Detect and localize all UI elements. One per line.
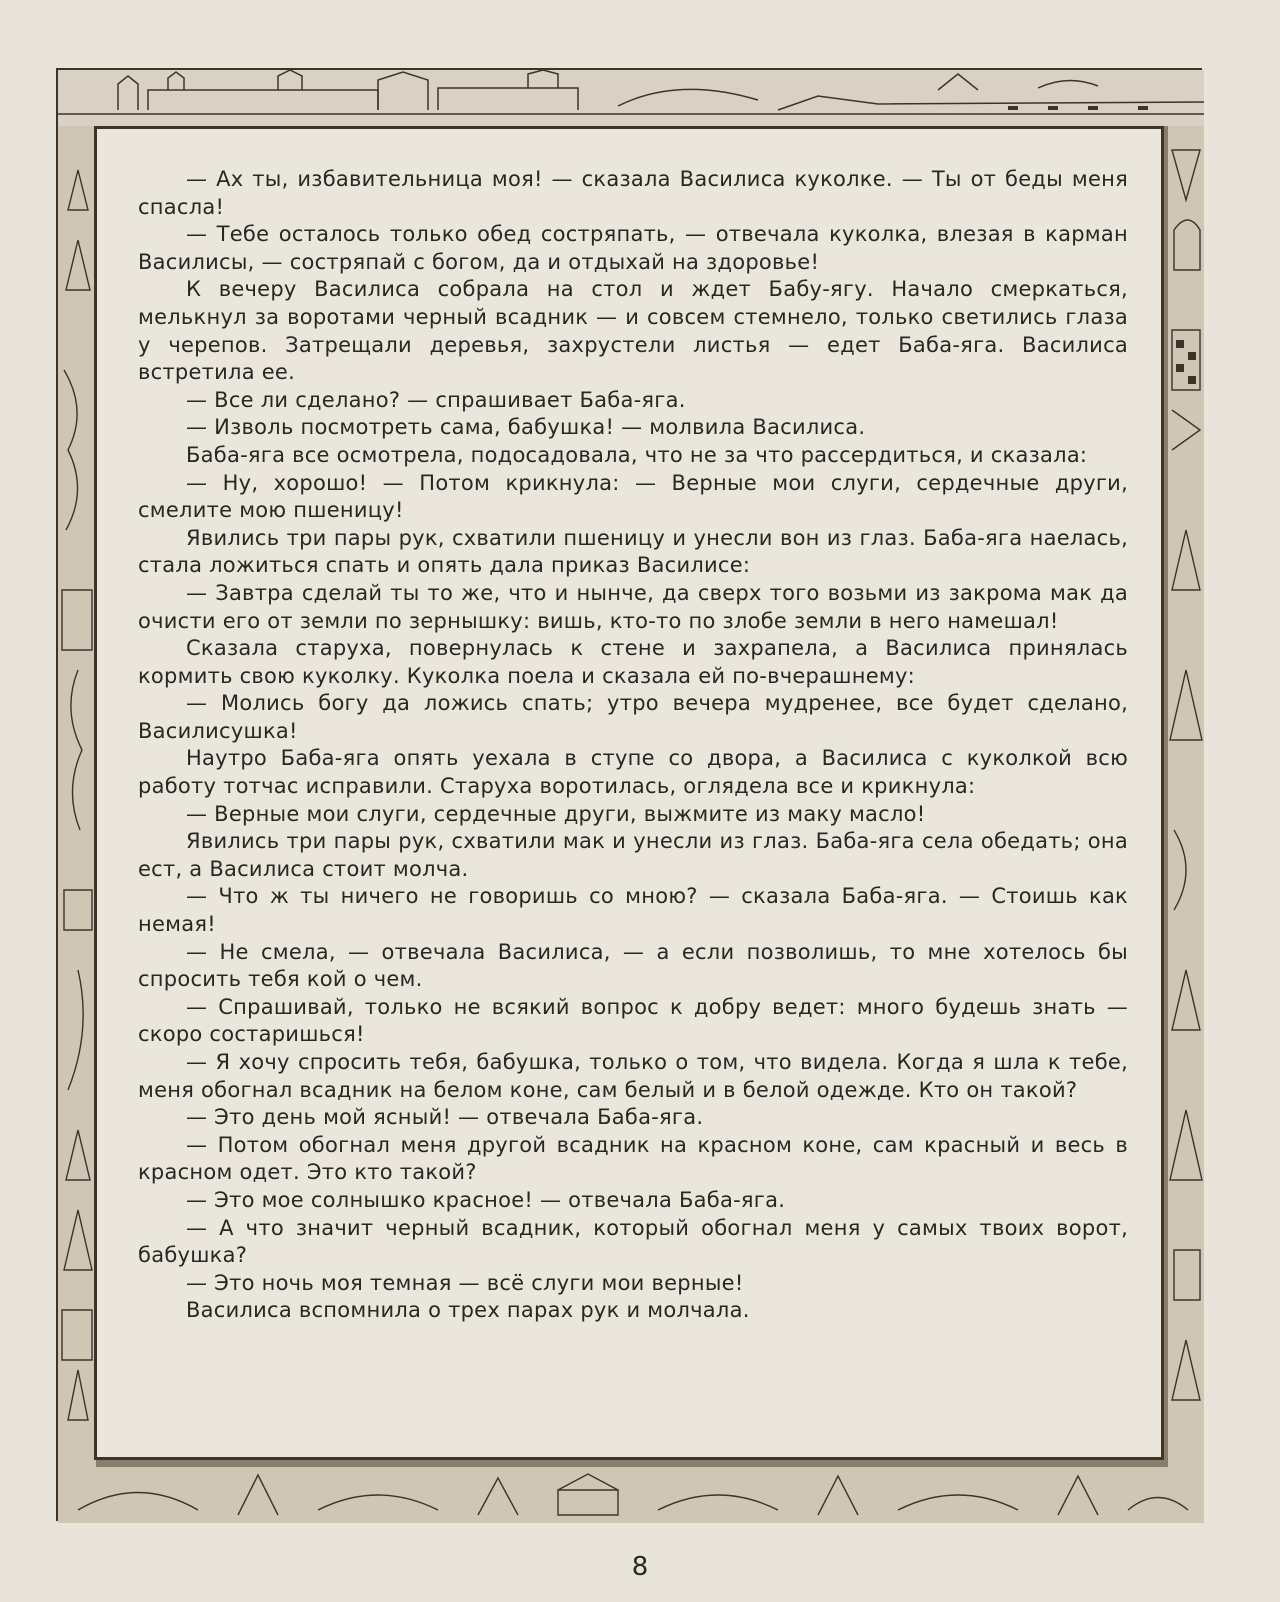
paragraph: Баба-яга все осмотрела, подосадовала, что не за что рассердиться, и сказала: (186, 442, 1088, 467)
paragraph: — Тебе осталось только обед состряпать, — отвечала куколка, влезая в карман Василисы, — состряпай с богом, да и отдыхай на здоровье! (138, 222, 1128, 274)
paragraph: Явились три пары рук, схватили мак и унесли из глаз. Баба-яга села обедать; она ест, а Василиса стоит молча. (138, 829, 1128, 881)
paragraph: — Спрашивай, только не всякий вопрос к добру ведет: много будешь знать — скоро состаришься! (138, 994, 1128, 1047)
paragraph: — Все ли сделано? — спрашивает Баба-яга. (186, 387, 686, 412)
paragraph: — Это ночь моя темная — всё слуги мои верные! (186, 1270, 744, 1295)
paragraph: — Молись богу да ложись спать; утро вечера мудренее, все будет сделано, Василисушка! (138, 691, 1128, 743)
paragraph: — А что значит черный всадник, который обогнал меня у самых твоих ворот, бабушка? (138, 1215, 1128, 1268)
paragraph: — Изволь посмотреть сама, бабушка! — молвила Василиса. (186, 415, 866, 440)
paragraph: — Это день мой ясный! — отвечала Баба-яга. (186, 1105, 704, 1130)
paragraph: Наутро Баба-яга опять уехала в ступе со двора, а Василиса с куколкой всю работу тотчас исправили. Старуха воротилась, оглядела все и крикнула: (138, 746, 1128, 799)
paragraph: — Не смела, — отвечала Василиса, — а если позволишь, то мне хотелось бы спросить тебя кой о чем. (138, 939, 1128, 992)
page-number: 8 (631, 1552, 649, 1582)
paragraph: — Это мое солнышко красное! — отвечала Баба-яга. (186, 1187, 786, 1212)
paragraph: К вечеру Василиса собрала на стол и ждет Бабу-ягу. Начало смеркаться, мелькнул за воротами черный всадник — и совсем стемнело, только светились глаза у черепов. Затрещали деревья, захрустели листья — едет Баба-яга. Василиса встретила ее. (138, 277, 1128, 385)
paragraph: — Верные мои слуги, сердечные други, выжмите из маку масло! (186, 801, 926, 826)
paragraph: Василиса вспомнила о трех парах рук и молчала. (186, 1298, 750, 1323)
paragraph: Явились три пары рук, схватили пшеницу и унесли вон из глаз. Баба-яга наелась, стала ложиться спать и опять дала приказ Василисе: (138, 525, 1128, 578)
story-text (138, 166, 1128, 1325)
paragraph: — Потом обогнал меня другой всадник на красном коне, сам красный и весь в красном одет. Это кто такой? (138, 1132, 1128, 1185)
paragraph: — Что ж ты ничего не говоришь со мною? — сказала Баба-яга. — Стоишь как немая! (138, 884, 1128, 937)
paragraph: — Я хочу спросить тебя, бабушка, только о том, что видела. Когда я шла к тебе, меня обогнал всадник на белом коне, сам белый и в белой одежде. Кто он такой? (138, 1050, 1128, 1102)
paragraph: — Завтра сделай ты то же, что и нынче, да сверх того возьми из закрома мак да очисти его от земли по зернышку: вишь, кто-то по злобе земли в него намешал! (138, 580, 1128, 633)
paragraph: — Ах ты, избавительница моя! — сказала Василиса куколке. — Ты от беды меня спасла! (138, 167, 1128, 219)
paragraph: Сказала старуха, повернулась к стене и захрапела, а Василиса принялась кормить свою куколку. Куколка поела и сказала ей по-вчерашнему: (138, 636, 1128, 688)
paragraph: — Ну, хорошо! — Потом крикнула: — Верные мои слуги, сердечные други, смелите мою пшеницу! (138, 470, 1128, 523)
